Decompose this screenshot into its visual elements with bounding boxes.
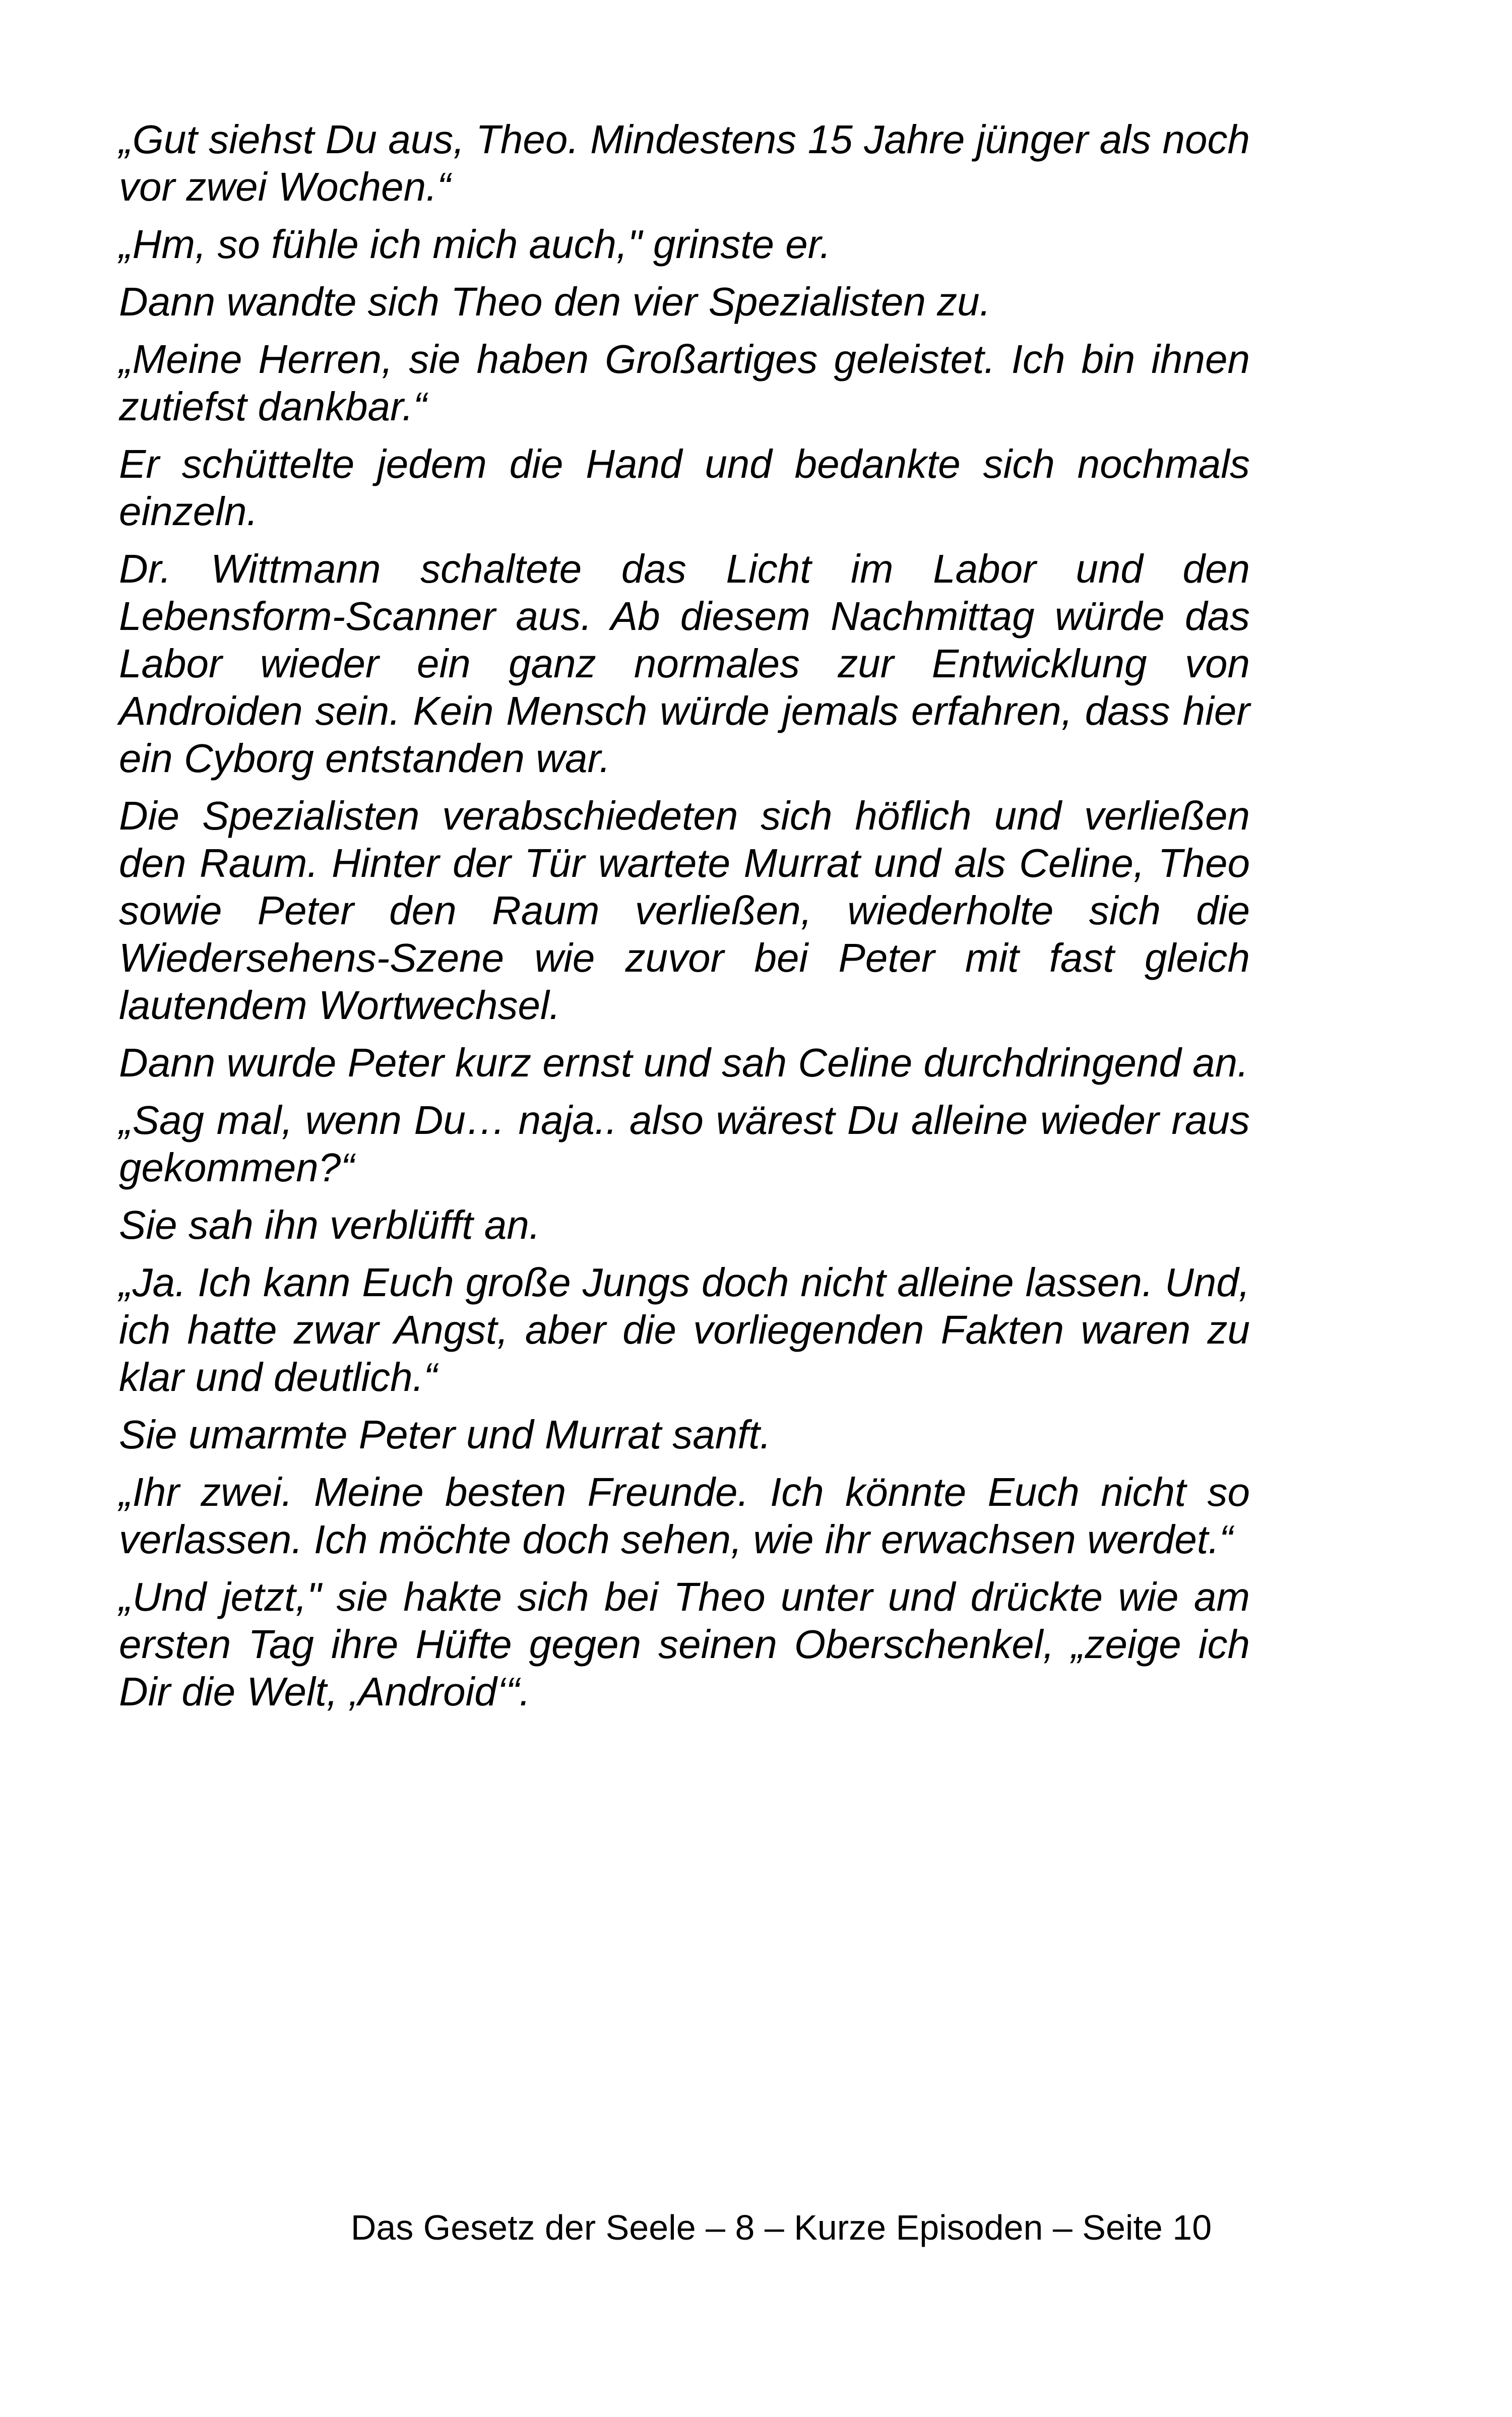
paragraph: „Und jetzt," sie hakte sich bei Theo unter und drückte wie am ersten Tag ihre Hüfte gegen seinen Oberschenkel, „zeige ich Dir die Welt, ‚Android‘“.	[119, 1574, 1250, 1714]
paragraph: „Ihr zwei. Meine besten Freunde. Ich könnte Euch nicht so verlassen. Ich möchte doch sehen, wie ihr erwachsen werdet.“	[119, 1470, 1250, 1562]
page-footer: Das Gesetz der Seele – 8 – Kurze Episoden – Seite 10	[350, 2208, 1212, 2247]
paragraph: Er schüttelte jedem die Hand und bedankte sich nochmals einzeln.	[119, 441, 1250, 534]
paragraph: „Hm, so fühle ich mich auch," grinste er.	[119, 222, 831, 267]
paragraph: Dr. Wittmann schaltete das Licht im Labor und den Lebensform-Scanner aus. Ab diesem Nachmittag würde das Labor wieder ein ganz normales zur Entwicklung von Androiden sein. Kein Mensch würde jemals erfahren, dass hier ein Cyborg entstanden war.	[119, 546, 1250, 781]
paragraph: Sie sah ihn verblüfft an.	[119, 1202, 541, 1247]
paragraph: Dann wandte sich Theo den vier Spezialisten zu.	[119, 279, 991, 324]
paragraph: „Sag mal, wenn Du… naja.. also wärest Du alleine wieder raus gekommen?“	[119, 1098, 1250, 1190]
paragraph: „Gut siehst Du aus, Theo. Mindestens 15 Jahre jünger als noch vor zwei Wochen.“	[119, 117, 1250, 209]
paragraph: Die Spezialisten verabschiedeten sich höflich und verließen den Raum. Hinter der Tür wartete Murrat und als Celine, Theo sowie Peter den Raum verließen, wiederholte sich die Wiedersehens-Szene wie zuvor bei Peter mit fast gleich lautendem Wortwechsel.	[119, 793, 1250, 1028]
paragraph: Dann wurde Peter kurz ernst und sah Celine durchdringend an.	[119, 1040, 1249, 1085]
paragraph: „Ja. Ich kann Euch große Jungs doch nicht alleine lassen. Und, ich hatte zwar Angst, aber die vorliegenden Fakten waren zu klar und deutlich.“	[119, 1260, 1250, 1400]
paragraph: Sie umarmte Peter und Murrat sanft.	[119, 1412, 771, 1457]
paragraph: „Meine Herren, sie haben Großartiges geleistet. Ich bin ihnen zutiefst dankbar.“	[119, 337, 1250, 429]
body-text	[119, 116, 1250, 1726]
